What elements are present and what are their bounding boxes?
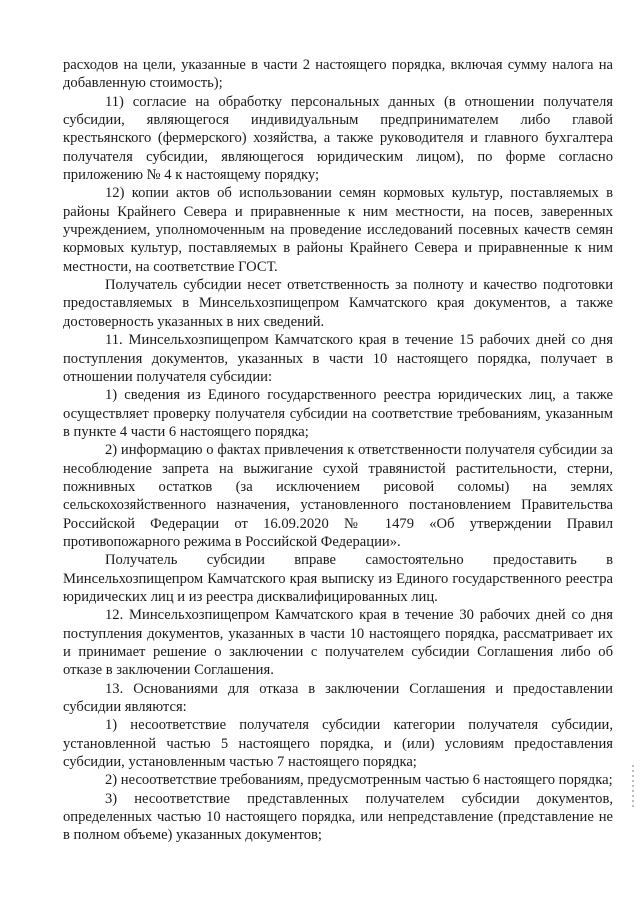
paragraph-section-11: 11. Минсельхозпищепром Камчатского края в течение 15 рабочих дней со дня поступления документов, указанных в части 10 настоящего порядка, получает в отношении получателя субсидии: bbox=[63, 332, 613, 385]
paragraph-section-13-item-1: 1) несоответствие получателя субсидии категории получателя субсидии, установленной частью 5 настоящего порядка, и (или) условиям предоставления субсидии, установленным частью 7 настоящего порядка; bbox=[63, 717, 613, 771]
paragraph-item-11: 11) согласие на обработку персональных данных (в отношении получателя субсидии, являющегося индивидуальным предпринимателем либо главой крестьянского (фермерского) хозяйства, а также руководителя и главного бухгалтера получателя субсидии, являющегося юридическим лицом), по форме согласно приложению № 4 к настоящему порядку; bbox=[63, 93, 613, 184]
paragraph-section-11-item-1: 1) сведения из Единого государственного реестра юридических лиц, а также осуществляет проверку получателя субсидии на соответствие требованиям, указанным в пункте 4 части 6 настоящего порядка; bbox=[63, 387, 613, 440]
paragraph-continuation: расходов на цели, указанные в части 2 настоящего порядка, включая сумму налога на добавленную стоимость); bbox=[63, 57, 613, 92]
paragraph-section-12: 12. Минсельхозпищепром Камчатского края в течение 30 рабочих дней со дня поступления документов, указанных в части 10 настоящего порядка, рассматривает их и принимает решение о заключении с получателем субсидии Соглашения либо об отказе в заключении Соглашения. bbox=[63, 607, 613, 679]
paragraph-section-11-item-2: 2) информацию о фактах привлечения к ответственности получателя субсидии за несоблюдение запрета на выжигание сухой травянистой растительности, стерни, пожнивных остатков (за исключением рисовой соломы) на землях сельскохозяйственного назначения, установленного постановлением Правительства Российской Федерации от 16.09.2020 № 1479 «Об утверждении Правил противопожарного режима в Российской Федерации». bbox=[63, 442, 613, 550]
document-body bbox=[63, 56, 613, 845]
paragraph-section-13-item-2: 2) несоответствие требованиям, предусмотренным частью 6 настоящего порядка; bbox=[105, 772, 613, 789]
scan-edge-mark bbox=[632, 765, 634, 810]
paragraph-section-13: 13. Основаниями для отказа в заключении Соглашения и предоставлении субсидии являются: bbox=[63, 680, 613, 716]
paragraph-section-13-item-3: 3) несоответствие представленных получателем субсидии документов, определенных частью 10 настоящего порядка, или непредставление (представление не в полном объеме) указанных документов; bbox=[63, 790, 613, 844]
paragraph-item-12: 12) копии актов об использовании семян кормовых культур, поставляемых в районы Крайнего Севера и приравненные к ним местности, на посев, заверенных учреждением, уполномоченным на проведение исследований посевных качеств семян кормовых культур, поставляемых в районы Крайнего Севера и приравненные к ним местности, на соответствие ГОСТ. bbox=[63, 185, 613, 275]
paragraph-self-submission: Получатель субсидии вправе самостоятельно предоставить в Минсельхозпищепром Камчатского края выписку из Единого государственного реестра юридических лиц и из реестра дисквалифицированных лиц. bbox=[63, 552, 613, 605]
paragraph-responsibility: Получатель субсидии несет ответственность за полноту и качество подготовки предоставляемых в Минсельхозпищепром Камчатского края документов, а также достоверность указанных в них сведений. bbox=[63, 277, 613, 330]
